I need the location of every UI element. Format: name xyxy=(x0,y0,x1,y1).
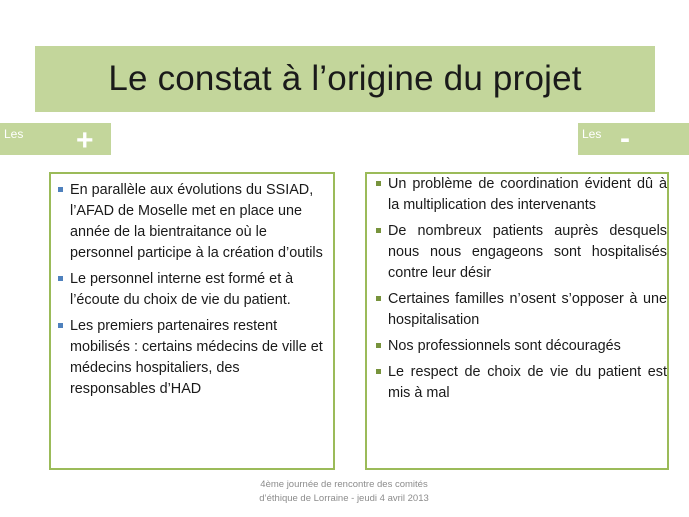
cons-list xyxy=(375,174,667,404)
pros-label xyxy=(0,123,111,155)
square-bullet-icon xyxy=(376,343,381,348)
pros-list xyxy=(57,180,325,400)
square-bullet-icon xyxy=(376,369,381,374)
square-bullet-icon xyxy=(376,181,381,186)
cons-list-item xyxy=(375,221,667,284)
cons-list-item xyxy=(375,174,667,216)
minus-sign: - xyxy=(620,122,630,155)
cons-list-item xyxy=(375,362,667,404)
title-bar xyxy=(35,46,655,112)
cons-panel xyxy=(365,172,669,470)
square-bullet-icon xyxy=(58,276,63,281)
footer-line-1: 4ème journée de rencontre des comités xyxy=(260,479,428,490)
square-bullet-icon xyxy=(58,187,63,192)
footer-line-2: d’éthique de Lorraine - jeudi 4 avril 2013 xyxy=(259,493,429,504)
pros-item-text: Le personnel interne est formé et à l’écoute du choix de vie du patient. xyxy=(70,271,294,308)
pros-item-text: En parallèle aux évolutions du SSIAD, l’AFAD de Moselle met en place une année de la bientraitance où le personnel participe à la création d’outils xyxy=(70,182,323,261)
pros-list-item xyxy=(57,180,325,264)
slide-title: Le constat à l’origine du projet xyxy=(108,59,582,98)
pros-panel xyxy=(49,172,335,470)
pros-list-item xyxy=(57,316,325,400)
cons-item-text: Un problème de coordination évident dû à la multiplication des intervenants xyxy=(388,176,667,213)
plus-sign: + xyxy=(76,124,94,157)
pros-label-prefix: Les xyxy=(4,127,24,141)
cons-list-item xyxy=(375,336,667,357)
square-bullet-icon xyxy=(376,296,381,301)
square-bullet-icon xyxy=(58,323,63,328)
cons-list-item xyxy=(375,289,667,331)
square-bullet-icon xyxy=(376,228,381,233)
pros-list-item xyxy=(57,269,325,311)
slide-footer xyxy=(230,478,458,506)
cons-label-prefix: Les xyxy=(582,127,602,141)
cons-label xyxy=(578,123,689,155)
cons-item-text: Nos professionnels sont découragés xyxy=(388,338,621,354)
cons-item-text: Le respect de choix de vie du patient est mis à mal xyxy=(388,364,667,401)
cons-item-text: De nombreux patients auprès desquels nous nous engageons sont hospitalisés contre leur désir xyxy=(388,223,667,281)
pros-item-text: Les premiers partenaires restent mobilisés : certains médecins de ville et médecins hospitaliers, des responsables d’HAD xyxy=(70,318,323,397)
cons-item-text: Certaines familles n’osent s’opposer à une hospitalisation xyxy=(388,291,667,328)
